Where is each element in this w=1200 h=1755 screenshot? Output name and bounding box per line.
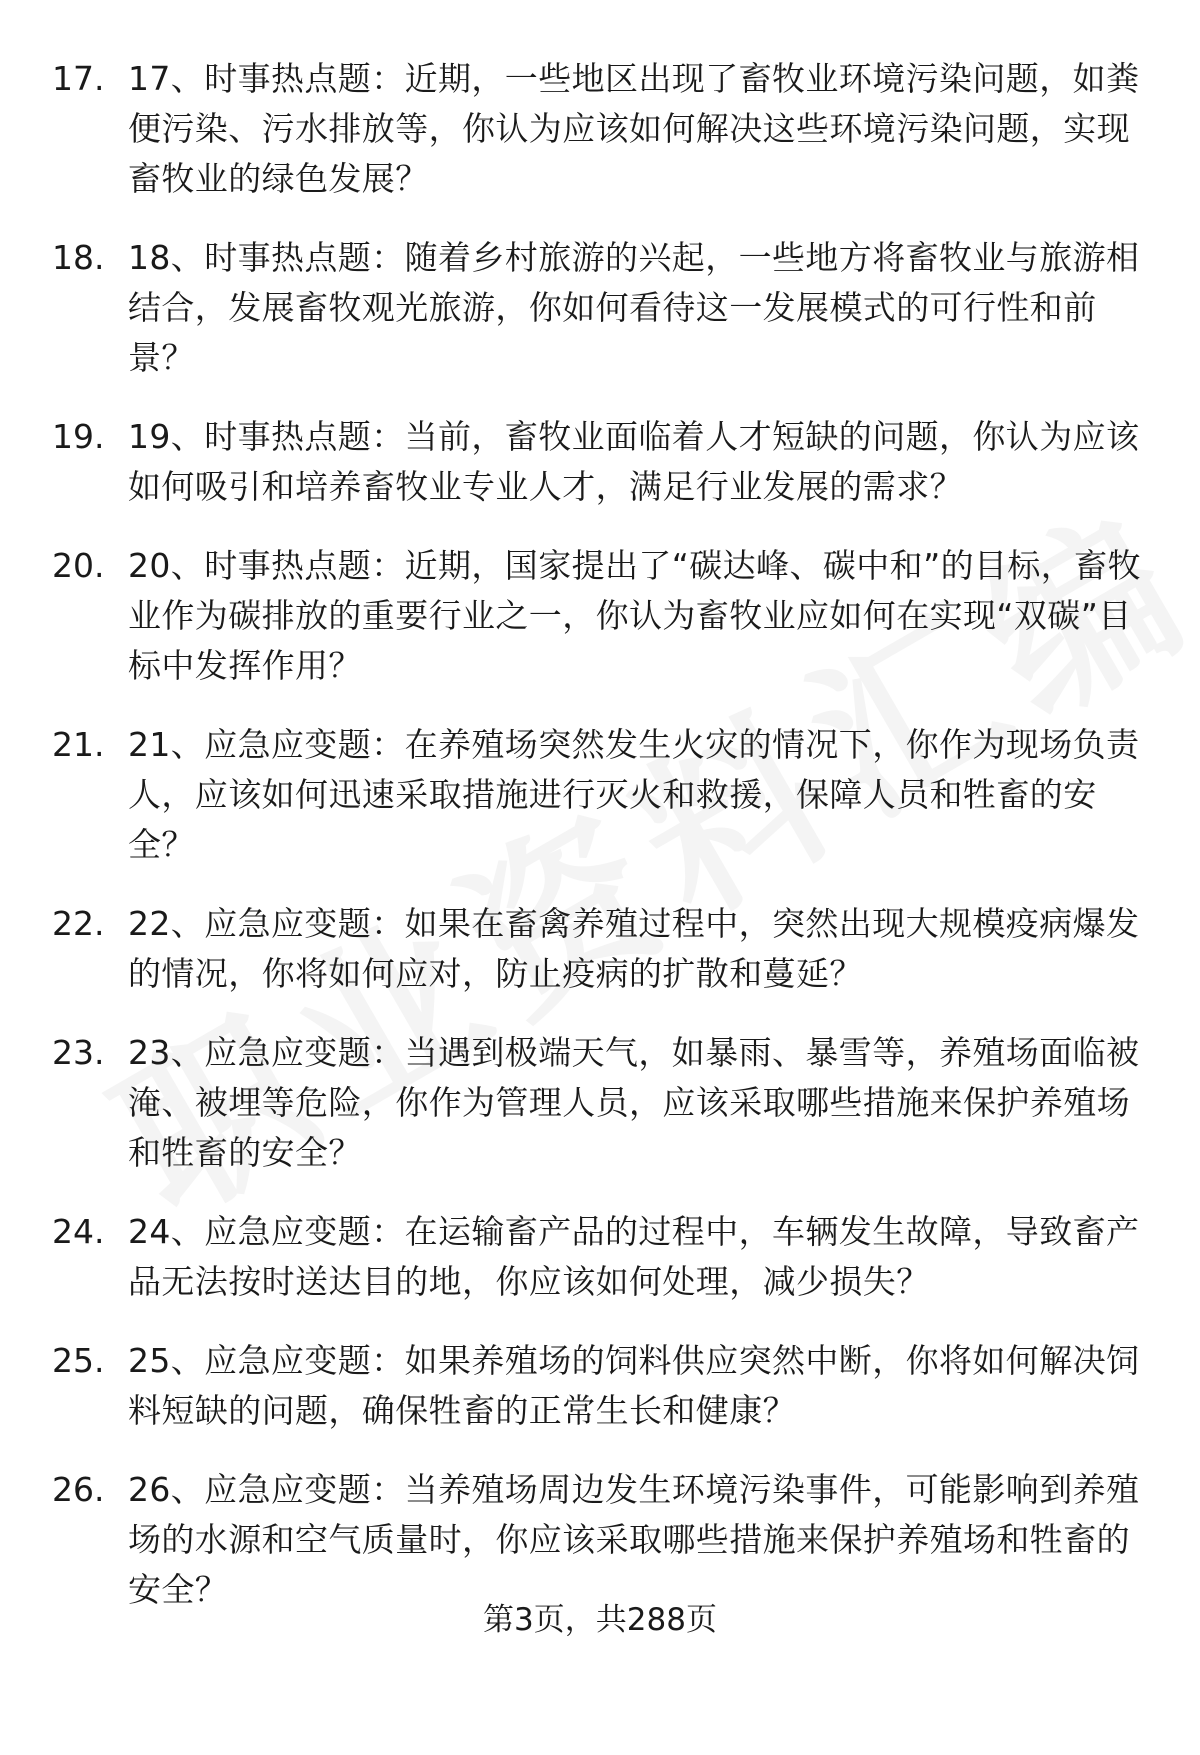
question-number: 24. <box>52 1212 105 1251</box>
question-number: 18. <box>52 238 105 277</box>
list-item <box>0 412 1200 512</box>
question-number: 19. <box>52 417 105 456</box>
question-number: 17. <box>52 59 105 98</box>
list-item <box>0 899 1200 999</box>
question-number: 20. <box>52 546 105 585</box>
list-item <box>0 1028 1200 1178</box>
list-item <box>0 1207 1200 1307</box>
question-text: 17、时事热点题：近期，一些地区出现了畜牧业环境污染问题，如粪便污染、污水排放等，你认为应该如何解决这些环境污染问题，实现畜牧业的绿色发展？ <box>128 59 1140 198</box>
question-text: 18、时事热点题：随着乡村旅游的兴起，一些地方将畜牧业与旅游相结合，发展畜牧观光旅游，你如何看待这一发展模式的可行性和前景？ <box>128 238 1140 377</box>
question-text: 19、时事热点题：当前，畜牧业面临着人才短缺的问题，你认为应该如何吸引和培养畜牧业专业人才，满足行业发展的需求？ <box>128 417 1140 506</box>
question-text: 24、应急应变题：在运输畜产品的过程中，车辆发生故障，导致畜产品无法按时送达目的地，你应该如何处理，减少损失？ <box>128 1212 1140 1301</box>
question-number: 26. <box>52 1470 105 1509</box>
question-number: 23. <box>52 1033 105 1072</box>
list-item <box>0 1336 1200 1436</box>
question-text: 20、时事热点题：近期，国家提出了“碳达峰、碳中和”的目标，畜牧业作为碳排放的重要行业之一，你认为畜牧业应如何在实现“双碳”目标中发挥作用？ <box>128 546 1141 685</box>
list-item <box>0 541 1200 691</box>
page-number-footer: 第3页，共288页 <box>483 1602 717 1638</box>
list-item <box>0 1465 1200 1615</box>
question-number: 21. <box>52 725 105 764</box>
question-list <box>0 54 1200 1644</box>
question-text: 25、应急应变题：如果养殖场的饲料供应突然中断，你将如何解决饲料短缺的问题，确保牲畜的正常生长和健康？ <box>128 1341 1140 1430</box>
question-number: 22. <box>52 904 105 943</box>
question-text: 21、应急应变题：在养殖场突然发生火灾的情况下，你作为现场负责人，应该如何迅速采取措施进行灭火和救援，保障人员和牲畜的安全？ <box>128 725 1140 864</box>
list-item <box>0 720 1200 870</box>
question-number: 25. <box>52 1341 105 1380</box>
list-item <box>0 54 1200 204</box>
list-item <box>0 233 1200 383</box>
question-text: 22、应急应变题：如果在畜禽养殖过程中，突然出现大规模疫病爆发的情况，你将如何应对，防止疫病的扩散和蔓延？ <box>128 904 1140 993</box>
question-text: 26、应急应变题：当养殖场周边发生环境污染事件，可能影响到养殖场的水源和空气质量时，你应该采取哪些措施来保护养殖场和牲畜的安全？ <box>128 1470 1140 1609</box>
question-text: 23、应急应变题：当遇到极端天气，如暴雨、暴雪等，养殖场面临被淹、被埋等危险，你作为管理人员，应该采取哪些措施来保护养殖场和牲畜的安全？ <box>128 1033 1140 1172</box>
